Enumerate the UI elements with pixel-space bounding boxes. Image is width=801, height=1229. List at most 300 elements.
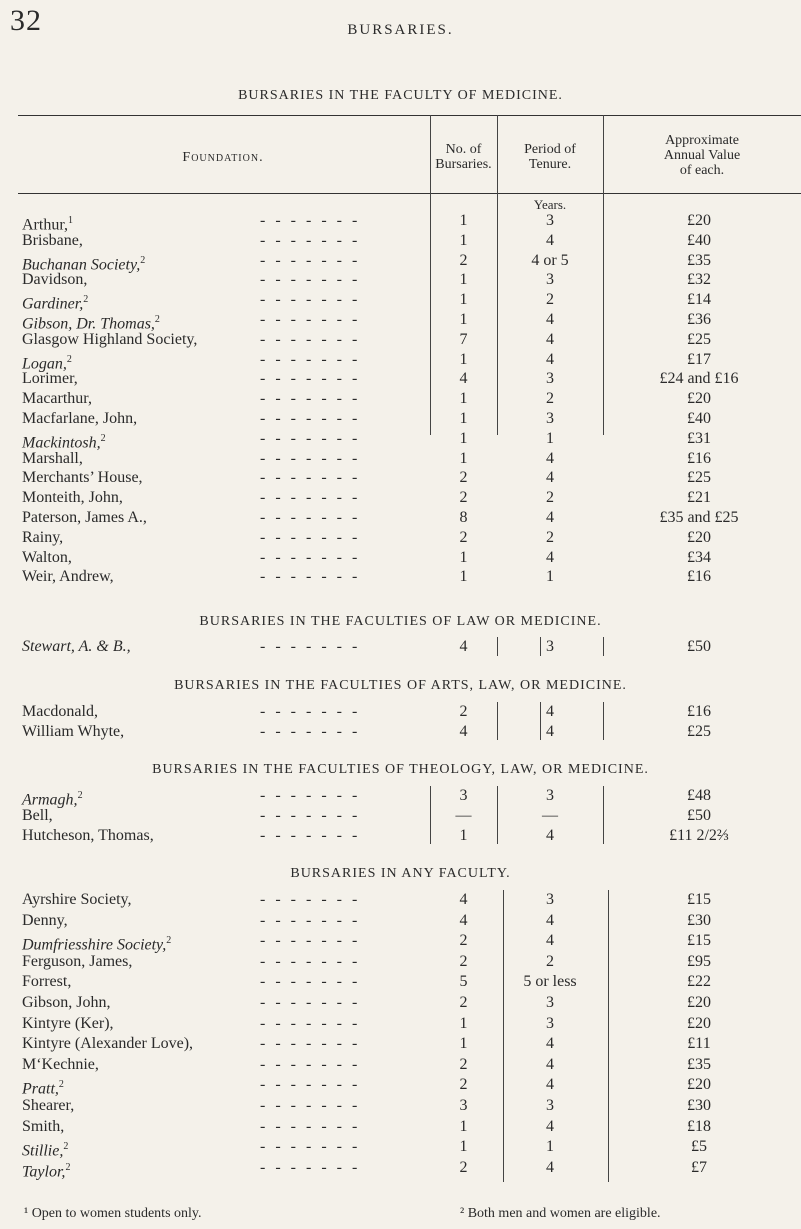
foundation-name — [22, 972, 71, 991]
running-head: BURSARIES. — [347, 22, 454, 38]
foundation-name — [22, 528, 63, 547]
num-bursaries: 4 — [459, 723, 468, 740]
annual-value: £30 — [687, 1097, 711, 1114]
table-row — [0, 548, 801, 567]
table-row — [0, 806, 801, 825]
annual-value: £20 — [687, 212, 711, 229]
foundation-name-text: Mackintosh, — [22, 434, 101, 452]
foundation-name-text: Shearer, — [22, 1097, 75, 1114]
period-of-tenure: 3 — [546, 410, 554, 427]
period-of-tenure: 4 — [546, 1158, 554, 1176]
foundation-name-text: Buchanan Society, — [22, 255, 141, 273]
num-bursaries: 3 — [459, 1097, 468, 1114]
period-of-tenure: 1 — [546, 429, 554, 447]
table-row — [0, 567, 801, 586]
section-title-arts-law-medicine: BURSARIES IN THE FACULTIES OF ARTS, LAW, OR MEDICINE. — [174, 678, 627, 693]
period-of-tenure: 4 — [546, 1076, 554, 1094]
num-bursaries: 2 — [459, 251, 468, 269]
foundation-name-text: Lorimer, — [22, 370, 78, 388]
leader-dots: - - - - - - - — [260, 1014, 361, 1032]
table-row — [0, 270, 801, 289]
footnote-marker: 2 — [83, 294, 89, 306]
leader-dots: - - - - - - - — [260, 703, 361, 720]
period-of-tenure: 3 — [546, 212, 554, 229]
table-row — [0, 931, 801, 954]
foundation-name — [22, 270, 87, 289]
header-period-line2: Tenure. — [528, 157, 572, 172]
table-row — [0, 826, 801, 845]
annual-value: £31 — [687, 429, 711, 447]
column-divider — [503, 890, 504, 1182]
foundation-name-text: Macfarlane, John, — [22, 410, 138, 427]
header-period-line1: Period of — [524, 142, 576, 157]
table-row — [0, 369, 801, 388]
foundation-name — [22, 330, 197, 349]
foundation-name-text: Bell, — [22, 807, 53, 824]
table-row — [0, 1137, 801, 1160]
annual-value: £50 — [687, 638, 711, 655]
leader-dots: - - - - - - - — [260, 489, 361, 507]
foundation-name — [22, 911, 68, 930]
foundation-name-text: Paterson, James A., — [22, 509, 147, 526]
annual-value: £5 — [691, 1138, 707, 1156]
footnote-marker: 2 — [63, 1141, 69, 1153]
annual-value: £17 — [687, 350, 711, 368]
footnote-2: ² Both men and women are eligible. — [460, 1206, 661, 1221]
foundation-name-text: Merchants’ House, — [22, 469, 143, 487]
num-bursaries: 1 — [459, 827, 468, 844]
table-row — [0, 702, 801, 721]
table-row — [0, 488, 801, 507]
foundation-name — [22, 637, 131, 656]
period-of-tenure: 4 or 5 — [531, 251, 569, 269]
table-row — [0, 637, 801, 656]
num-bursaries: 1 — [459, 1117, 468, 1135]
foundation-name-text: Taylor, — [22, 1163, 66, 1181]
period-of-tenure: 4 — [546, 1117, 554, 1135]
annual-value: £11 2/2⅔ — [669, 827, 729, 844]
annual-value: £50 — [687, 807, 711, 824]
num-bursaries: 1 — [459, 410, 468, 427]
period-of-tenure: — — [542, 807, 558, 824]
period-of-tenure: 4 — [546, 932, 554, 950]
foundation-name-text: Davidson, — [22, 271, 88, 289]
period-of-tenure: 3 — [546, 787, 554, 804]
num-bursaries: 4 — [459, 638, 468, 655]
foundation-name-text: William Whyte, — [22, 723, 125, 740]
foundation-name — [22, 1096, 74, 1115]
period-of-tenure: 4 — [546, 1035, 554, 1053]
foundation-name-text: Denny, — [22, 911, 68, 929]
foundation-name — [22, 702, 98, 721]
annual-value: £25 — [687, 469, 711, 487]
foundation-name-text: Gibson, Dr. Thomas, — [22, 315, 155, 333]
table-row — [0, 1014, 801, 1033]
leader-dots: - - - - - - - — [260, 509, 361, 526]
leader-dots: - - - - - - - — [260, 291, 361, 309]
period-of-tenure: 4 — [546, 723, 554, 740]
num-bursaries: 4 — [459, 911, 468, 929]
column-divider — [608, 890, 609, 1182]
page-title: BURSARIES IN THE FACULTY OF MEDICINE. — [238, 88, 563, 103]
num-bursaries: 1 — [459, 311, 468, 328]
leader-dots: - - - - - - - — [260, 548, 361, 566]
table-row — [0, 231, 801, 250]
column-divider — [540, 702, 541, 740]
footnote-1: ¹ Open to women students only. — [24, 1206, 202, 1221]
leader-dots: - - - - - - - — [260, 330, 361, 348]
period-of-tenure: 2 — [546, 952, 554, 970]
table-row — [0, 1117, 801, 1136]
leader-dots: - - - - - - - — [260, 973, 361, 991]
column-divider — [603, 702, 604, 740]
foundation-name-text: Smith, — [22, 1117, 65, 1135]
num-bursaries: 1 — [459, 271, 468, 289]
leader-dots: - - - - - - - — [260, 1117, 361, 1135]
foundation-name — [22, 389, 92, 408]
leader-dots: - - - - - - - — [260, 1076, 361, 1094]
leader-dots: - - - - - - - — [260, 911, 361, 929]
annual-value: £20 — [687, 994, 711, 1011]
table-row — [0, 251, 801, 273]
column-divider — [540, 637, 541, 656]
annual-value: £20 — [687, 1076, 711, 1094]
foundation-name-text: Pratt, — [22, 1080, 59, 1098]
foundation-name — [22, 722, 124, 741]
table-row — [0, 409, 801, 428]
annual-value: £7 — [691, 1158, 707, 1176]
table-row — [0, 508, 801, 527]
foundation-name-text: Stewart, A. & B., — [22, 638, 131, 655]
column-divider — [497, 702, 498, 740]
table-row — [0, 330, 801, 349]
foundation-name-text: Ferguson, James, — [22, 952, 133, 970]
table-row — [0, 1075, 801, 1098]
annual-value: £11 — [687, 1035, 711, 1053]
foundation-name — [22, 1014, 114, 1033]
table-row — [0, 952, 801, 971]
period-of-tenure: 3 — [546, 891, 554, 908]
period-of-tenure: 4 — [546, 350, 554, 368]
footnote-marker: 2 — [140, 254, 146, 266]
annual-value: £35 and £25 — [659, 509, 739, 526]
table-row — [0, 1034, 801, 1053]
footnote-marker: 1 — [68, 215, 74, 226]
num-bursaries: 1 — [459, 429, 468, 447]
num-bursaries: 2 — [459, 703, 468, 720]
annual-value: £95 — [687, 952, 711, 970]
num-bursaries: 1 — [459, 212, 468, 229]
foundation-name — [22, 548, 72, 567]
period-of-tenure: 4 — [546, 509, 554, 526]
column-divider — [497, 786, 498, 844]
annual-value: £15 — [687, 932, 711, 950]
period-of-tenure: 1 — [546, 1138, 554, 1156]
num-bursaries: 1 — [459, 390, 468, 408]
annual-value: £40 — [687, 410, 711, 427]
table-row — [0, 911, 801, 930]
section-title-theology-law-medicine: BURSARIES IN THE FACULTIES OF THEOLOGY, LAW, OR MEDICINE. — [152, 762, 649, 777]
annual-value: £22 — [687, 973, 711, 991]
footnote-marker: 2 — [65, 1161, 71, 1173]
column-divider — [603, 786, 604, 844]
table-row — [0, 993, 801, 1012]
table-header-rule — [18, 193, 801, 194]
leader-dots: - - - - - - - — [260, 952, 361, 970]
foundation-name — [22, 567, 114, 586]
annual-value: £16 — [687, 703, 711, 720]
annual-value: £34 — [687, 548, 711, 566]
num-bursaries: 1 — [459, 449, 468, 467]
section-title-any-faculty: BURSARIES IN ANY FACULTY. — [290, 866, 511, 881]
table-row — [0, 1055, 801, 1074]
leader-dots: - - - - - - - — [260, 787, 361, 804]
annual-value: £16 — [687, 568, 711, 586]
period-of-tenure: 2 — [546, 489, 554, 507]
footnote-marker: 2 — [166, 935, 172, 947]
num-bursaries: 7 — [459, 330, 468, 348]
foundation-name — [22, 1117, 64, 1136]
foundation-name-text: Rainy, — [22, 528, 64, 546]
table-row — [0, 290, 801, 313]
footnote-marker: 2 — [100, 432, 106, 444]
column-divider — [603, 637, 604, 656]
foundation-name — [22, 231, 83, 250]
num-bursaries: 2 — [459, 932, 468, 950]
header-num-bursaries — [430, 142, 497, 172]
period-of-tenure: 4 — [546, 548, 554, 566]
period-of-tenure: 5 or less — [523, 973, 577, 991]
table-row — [0, 350, 801, 372]
table-row — [0, 528, 801, 547]
num-bursaries: 4 — [459, 370, 468, 388]
table-top-rule — [18, 115, 801, 116]
num-bursaries: 1 — [459, 350, 468, 368]
annual-value: £25 — [687, 330, 711, 348]
foundation-name-text: Arthur, — [22, 216, 69, 234]
table-row — [0, 389, 801, 408]
header-value — [603, 133, 801, 178]
leader-dots: - - - - - - - — [260, 449, 361, 467]
num-bursaries: 1 — [459, 548, 468, 566]
foundation-name-text: Ayrshire Society, — [22, 891, 132, 908]
num-bursaries: 2 — [459, 528, 468, 546]
period-of-tenure: 4 — [546, 703, 554, 720]
num-bursaries: — — [455, 807, 472, 824]
foundation-name-text: Walton, — [22, 548, 72, 566]
period-of-tenure: 3 — [546, 1097, 554, 1114]
annual-value: £18 — [687, 1117, 711, 1135]
leader-dots: - - - - - - - — [260, 568, 361, 586]
annual-value: £24 and £16 — [659, 370, 739, 388]
annual-value: £21 — [687, 489, 711, 507]
table-row — [0, 972, 801, 991]
annual-value: £30 — [687, 911, 711, 929]
period-of-tenure: 4 — [546, 827, 554, 844]
foundation-name-text: Gibson, John, — [22, 994, 111, 1011]
foundation-name — [22, 890, 131, 909]
leader-dots: - - - - - - - — [260, 251, 361, 269]
leader-dots: - - - - - - - — [260, 390, 361, 408]
leader-dots: - - - - - - - — [260, 638, 361, 655]
page-number: 32 — [10, 4, 42, 37]
foundation-name-text: Armagh, — [22, 791, 78, 809]
period-of-tenure: 3 — [546, 271, 554, 289]
header-period — [497, 142, 603, 172]
leader-dots: - - - - - - - — [260, 271, 361, 289]
num-bursaries: 8 — [459, 509, 468, 526]
foundation-name — [22, 508, 147, 527]
foundation-name-text: Weir, Andrew, — [22, 568, 114, 586]
table-row — [0, 890, 801, 909]
annual-value: £32 — [687, 271, 711, 289]
foundation-name-text: Monteith, John, — [22, 489, 123, 507]
header-foundation: Foundation. — [182, 150, 264, 165]
annual-value: £48 — [687, 787, 711, 804]
annual-value: £25 — [687, 723, 711, 740]
num-bursaries: 2 — [459, 1055, 468, 1073]
foundation-name — [22, 993, 110, 1012]
foundation-name — [22, 409, 137, 428]
period-of-tenure: 4 — [546, 911, 554, 929]
foundation-name — [22, 369, 78, 388]
period-of-tenure: 3 — [546, 1014, 554, 1032]
table-row — [0, 211, 801, 234]
leader-dots: - - - - - - - — [260, 231, 361, 249]
foundation-name-text: Macarthur, — [22, 390, 92, 408]
foundation-name — [22, 468, 143, 487]
num-bursaries: 2 — [459, 469, 468, 487]
foundation-name — [22, 806, 53, 825]
leader-dots: - - - - - - - — [260, 1055, 361, 1073]
period-of-tenure: 4 — [546, 231, 554, 249]
leader-dots: - - - - - - - — [260, 212, 361, 229]
foundation-name-text: Stillie, — [22, 1142, 64, 1160]
foundation-name-text: M‘Kechnie, — [22, 1055, 99, 1073]
num-bursaries: 1 — [459, 291, 468, 309]
leader-dots: - - - - - - - — [260, 528, 361, 546]
period-of-tenure: 4 — [546, 330, 554, 348]
footnote-marker: 2 — [77, 790, 83, 801]
table-row — [0, 310, 801, 333]
table-row — [0, 786, 801, 809]
header-value-line2: Annual Value — [663, 148, 741, 163]
foundation-name-text: Kintyre (Ker), — [22, 1014, 114, 1032]
foundation-name-text: Brisbane, — [22, 231, 83, 249]
leader-dots: - - - - - - - — [260, 891, 361, 908]
leader-dots: - - - - - - - — [260, 370, 361, 388]
period-of-tenure: 2 — [546, 390, 554, 408]
foundation-name — [22, 449, 83, 468]
num-bursaries: 5 — [459, 973, 468, 991]
table-row — [0, 722, 801, 741]
table-row — [0, 449, 801, 468]
foundation-name-text: Marshall, — [22, 449, 83, 467]
annual-value: £14 — [687, 291, 711, 309]
num-bursaries: 1 — [459, 1014, 468, 1032]
period-of-tenure: 3 — [546, 994, 554, 1011]
leader-dots: - - - - - - - — [260, 1158, 361, 1176]
num-bursaries: 2 — [459, 1076, 468, 1094]
num-bursaries: 1 — [459, 1138, 468, 1156]
leader-dots: - - - - - - - — [260, 723, 361, 740]
foundation-name — [22, 952, 132, 971]
leader-dots: - - - - - - - — [260, 994, 361, 1011]
foundation-name-text: Logan, — [22, 354, 67, 372]
column-divider — [430, 786, 431, 844]
leader-dots: - - - - - - - — [260, 827, 361, 844]
period-of-tenure: 2 — [546, 528, 554, 546]
foundation-name-text: Kintyre (Alexander Love), — [22, 1035, 194, 1053]
period-of-tenure: 3 — [546, 638, 554, 655]
header-value-line1: Approximate — [665, 133, 739, 148]
table-row — [0, 429, 801, 452]
foundation-name-text: Glasgow Highland Society, — [22, 330, 198, 348]
num-bursaries: 1 — [459, 568, 468, 586]
footnote-marker: 2 — [154, 314, 160, 325]
section-title-law-medicine: BURSARIES IN THE FACULTIES OF LAW OR MEDICINE. — [199, 614, 602, 629]
annual-value: £20 — [687, 1014, 711, 1032]
num-bursaries: 4 — [459, 891, 468, 908]
num-bursaries: 2 — [459, 994, 468, 1011]
annual-value: £35 — [687, 1055, 711, 1073]
period-of-tenure: 2 — [546, 291, 554, 309]
foundation-name — [22, 488, 123, 507]
period-of-tenure: 1 — [546, 568, 554, 586]
leader-dots: - - - - - - - — [260, 429, 361, 447]
annual-value: £20 — [687, 390, 711, 408]
foundation-name — [22, 826, 154, 845]
leader-dots: - - - - - - - — [260, 311, 361, 328]
foundation-name-text: Forrest, — [22, 973, 72, 991]
table-row — [0, 468, 801, 487]
leader-dots: - - - - - - - — [260, 1097, 361, 1114]
period-of-tenure: 4 — [546, 311, 554, 328]
annual-value: £36 — [687, 311, 711, 328]
num-bursaries: 2 — [459, 1158, 468, 1176]
leader-dots: - - - - - - - — [260, 932, 361, 950]
annual-value: £20 — [687, 528, 711, 546]
period-of-tenure: 4 — [546, 1055, 554, 1073]
leader-dots: - - - - - - - — [260, 1138, 361, 1156]
column-divider — [497, 637, 498, 656]
annual-value: £35 — [687, 251, 711, 269]
annual-value: £40 — [687, 231, 711, 249]
footnote-marker: 2 — [58, 1079, 64, 1091]
num-bursaries: 2 — [459, 489, 468, 507]
leader-dots: - - - - - - - — [260, 807, 361, 824]
leader-dots: - - - - - - - — [260, 1035, 361, 1053]
period-of-tenure: 3 — [546, 370, 554, 388]
period-of-tenure: 4 — [546, 449, 554, 467]
foundation-name — [22, 1055, 99, 1074]
annual-value: £15 — [687, 891, 711, 908]
header-value-line3: of each. — [679, 163, 725, 178]
leader-dots: - - - - - - - — [260, 350, 361, 368]
foundation-name-text: Hutcheson, Thomas, — [22, 827, 154, 844]
header-num-line2: Bursaries. — [435, 157, 492, 172]
foundation-name-text: Macdonald, — [22, 703, 98, 720]
foundation-name — [22, 1034, 193, 1053]
annual-value: £16 — [687, 449, 711, 467]
table-row — [0, 1158, 801, 1181]
num-bursaries: 1 — [459, 231, 468, 249]
num-bursaries: 3 — [459, 787, 468, 804]
foundation-name — [22, 1158, 70, 1181]
years-label: Years. — [533, 197, 567, 212]
num-bursaries: 1 — [459, 1035, 468, 1053]
leader-dots: - - - - - - - — [260, 469, 361, 487]
